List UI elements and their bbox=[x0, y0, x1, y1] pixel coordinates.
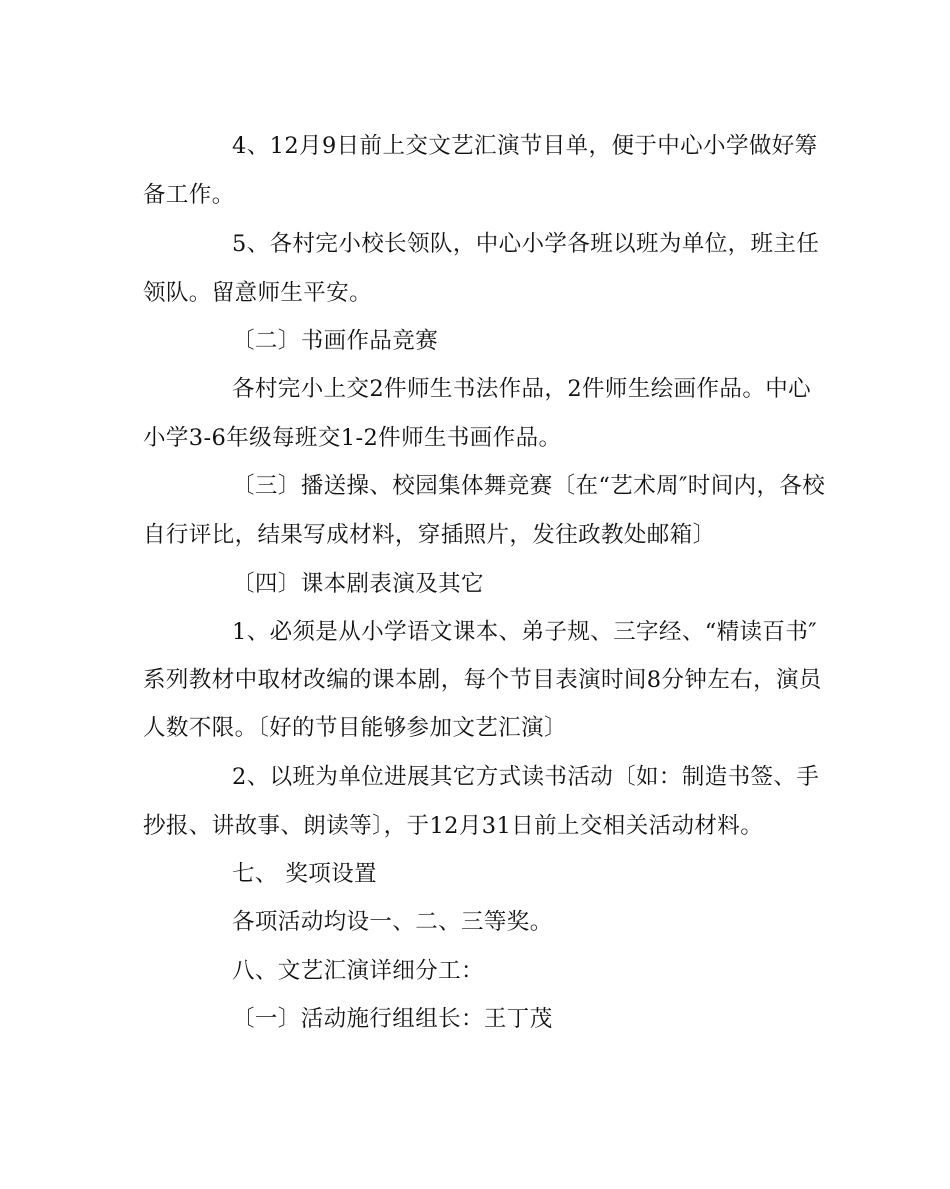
paragraph-line: 系列教材中取材改编的课本剧，每个节目表演时间8分钟左右，演员 bbox=[143, 667, 822, 693]
paragraph-line: 4、12月9日前上交文艺汇演节目单，便于中心小学做好筹 bbox=[232, 133, 818, 159]
paragraph-line: 抄报、讲故事、朗读等〕，于12月31日前上交相关活动材料。 bbox=[143, 813, 764, 839]
paragraph-line: 领队。留意师生平安。 bbox=[143, 280, 373, 306]
paragraph-line: 2、以班为单位进展其它方式读书活动〔如：制造书签、手 bbox=[232, 764, 820, 790]
paragraph-line: 各项活动均设一、二、三等奖。 bbox=[232, 909, 553, 935]
section-heading: 〔二〕书画作品竞赛 bbox=[232, 328, 439, 354]
paragraph-line: 备工作。 bbox=[143, 182, 235, 208]
section-heading: 七、 奖项设置 bbox=[232, 861, 377, 887]
paragraph-line: 各村完小上交2件师生书法作品，2件师生绘画作品。中心 bbox=[232, 376, 812, 402]
paragraph-line: 〔一〕活动施行组组长：王丁茂 bbox=[232, 1006, 553, 1032]
paragraph-line: 5、各村完小校长领队，中心小学各班以班为单位，班主任 bbox=[232, 231, 820, 257]
paragraph-line: 1、必须是从小学语文课本、弟子规、三字经、“精读百书″ bbox=[232, 619, 818, 645]
section-heading: 〔三〕播送操、校园集体舞竞赛〔在“艺术周″时间内，各校 bbox=[232, 473, 826, 499]
paragraph-line: 人数不限。〔好的节目能够参加文艺汇演〕 bbox=[143, 715, 567, 741]
paragraph-line: 自行评比，结果写成材料，穿插照片，发往政教处邮箱〕 bbox=[143, 522, 716, 548]
section-heading: 八、文艺汇演详细分工： bbox=[232, 958, 484, 984]
paragraph-line: 小学3-6年级每班交1-2件师生书画作品。 bbox=[143, 425, 562, 451]
section-heading: 〔四〕课本剧表演及其它 bbox=[232, 571, 484, 597]
